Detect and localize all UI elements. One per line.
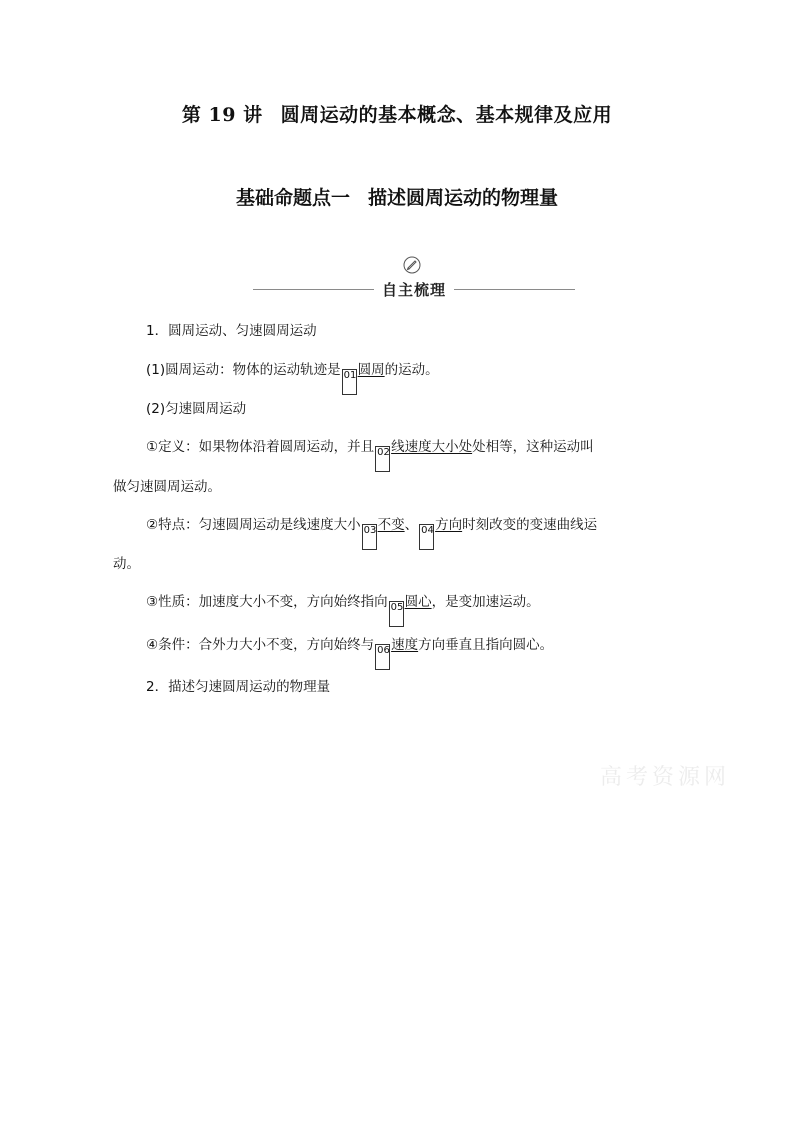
- lecture-name: 圆周运动的基本概念、基本规律及应用: [280, 104, 613, 126]
- paragraph-1: (1)圆周运动：物体的运动轨迹是 01圆周的运动。: [146, 360, 439, 391]
- paragraph-6: ④条件：合外力大小不变，方向始终与 06速度方向垂直且指向圆心。: [146, 635, 553, 666]
- self-review-header: [253, 278, 575, 300]
- blank-box-01: 01: [342, 369, 357, 395]
- page-title: [0, 100, 794, 127]
- section-title: [0, 183, 794, 210]
- answer-06: 速度: [391, 637, 419, 653]
- heading-2: 2．描述匀速圆周运动的物理量: [146, 679, 331, 695]
- paragraph-3-cont: 做匀速圆周运动。: [113, 479, 221, 495]
- answer-04: 方向: [435, 517, 463, 533]
- self-review-label: 自主梳理: [382, 280, 447, 299]
- blank-box-03: 03: [362, 524, 377, 550]
- divider-right: [454, 289, 575, 290]
- lecture-number: 第 19 讲: [181, 104, 263, 126]
- paragraph-5: ③性质：加速度大小不变，方向始终指向 05圆心，是变加速运动。: [146, 592, 540, 623]
- answer-02: 线速度大小处: [391, 439, 473, 455]
- blank-box-02: 02: [375, 446, 390, 472]
- heading-1: 1．圆周运动、匀速圆周运动: [146, 323, 317, 339]
- topic-name: 描述圆周运动的物理量: [368, 187, 559, 209]
- paragraph-4: ②特点：匀速圆周运动是线速度大小 03不变、 04方向时刻改变的变速曲线运: [146, 515, 597, 546]
- answer-05: 圆心: [404, 594, 432, 610]
- answer-03: 不变: [377, 517, 405, 533]
- divider-left: [253, 289, 374, 290]
- topic-point: 基础命题点一: [235, 187, 350, 209]
- answer-01: 圆周: [357, 362, 385, 378]
- blank-box-06: 06: [375, 644, 390, 670]
- pen-nib-icon: [403, 256, 421, 274]
- blank-box-04: 04: [419, 524, 434, 550]
- blank-box-05: 05: [389, 601, 404, 627]
- watermark: 高考资源网: [600, 765, 731, 790]
- paragraph-2: (2)匀速圆周运动: [146, 401, 247, 417]
- paragraph-3: ①定义：如果物体沿着圆周运动，并且 02线速度大小处处相等，这种运动叫: [146, 437, 594, 468]
- paragraph-4-cont: 动。: [113, 556, 140, 572]
